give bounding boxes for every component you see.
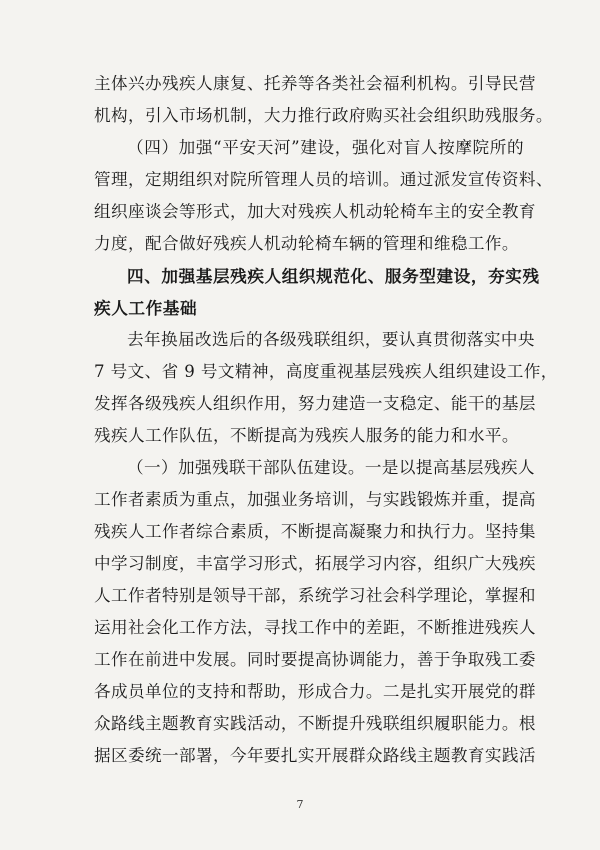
text-line: 据区委统一部署，今年要扎实开展群众路线主题教育实践活 <box>94 746 536 765</box>
text-line: 残疾人工作者综合素质，不断提高凝聚力和执行力。坚持集 <box>94 522 536 541</box>
text-line: 工作者素质为重点，加强业务培训，与实践锻炼并重，提高 <box>94 490 536 509</box>
page-number: 7 <box>296 798 304 811</box>
text-line: 运用社会化工作方法，寻找工作中的差距，不断推进残疾人 <box>94 618 536 637</box>
text-line: 众路线主题教育实践活动，不断提升残联组织履职能力。根 <box>94 714 536 733</box>
text-line: 工作在前进中发展。同时要提高协调能力，善于争取残工委 <box>94 650 536 669</box>
text-line: 中学习制度，丰富学习形式，拓展学习内容，组织广大残疾 <box>94 554 536 573</box>
body-text <box>94 68 558 772</box>
text-line: 力度，配合做好残疾人机动轮椅车辆的管理和维稳工作。 <box>94 234 519 253</box>
text-line: 组织座谈会等形式，加大对残疾人机动轮椅车主的安全教育 <box>94 202 536 221</box>
text-line: 管理，定期组织对院所管理人员的培训。通过派发宣传资料、 <box>94 170 553 189</box>
text-line: 机构，引入市场机制，大力推行政府购买社会组织助残服务。 <box>94 106 553 125</box>
text-line: 发挥各级残疾人组织作用，努力建造一支稳定、能干的基层 <box>94 394 536 413</box>
text-line: 残疾人工作队伍，不断提高为残疾人服务的能力和水平。 <box>94 426 519 445</box>
text-line: 各成员单位的支持和帮助，形成合力。二是扎实开展党的群 <box>94 682 536 701</box>
text-line: （四）加强“平安天河”建设，强化对盲人按摩院所的 <box>127 138 524 157</box>
section-heading-line: 疾人工作基础 <box>94 298 198 318</box>
text-line: 去年换届改选后的各级残联组织，要认真贯彻落实中央 <box>127 330 535 349</box>
text-line: 主体兴办残疾人康复、托养等各类社会福利机构。引导民营 <box>94 74 536 93</box>
text-line: 7 号文、省 9 号文精神，高度重视基层残疾人组织建设工作， <box>94 362 558 381</box>
text-line: （一）加强残联干部队伍建设。一是以提高基层残疾人 <box>127 458 535 477</box>
section-heading-line: 四、加强基层残疾人组织规范化、服务型建设，夯实残 <box>127 266 540 286</box>
text-line: 人工作者特别是领导干部，系统学习社会科学理论，掌握和 <box>94 586 536 605</box>
